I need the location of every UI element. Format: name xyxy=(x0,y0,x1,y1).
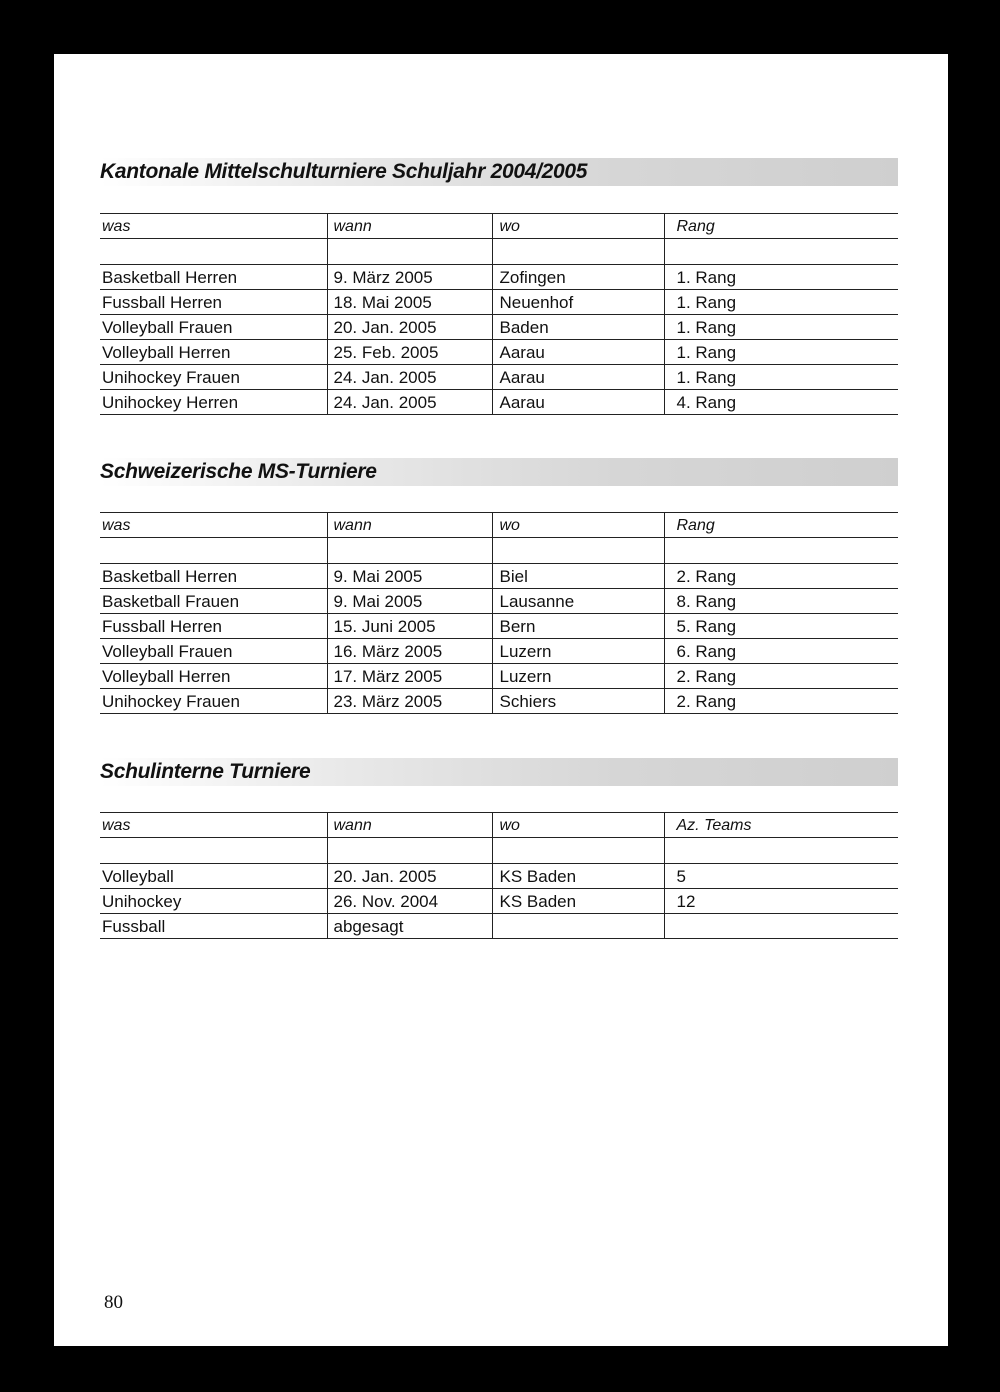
page-number: 80 xyxy=(104,1292,123,1313)
table-row xyxy=(100,390,898,415)
cell-was: Unihockey Frauen xyxy=(100,365,327,390)
blank-row xyxy=(100,538,898,564)
cell-was: Volleyball Frauen xyxy=(100,315,327,340)
cell-wo: Baden xyxy=(492,315,664,340)
blank-row xyxy=(100,838,898,864)
results-table xyxy=(100,213,898,415)
table-row xyxy=(100,639,898,664)
section-title-band xyxy=(100,158,898,186)
cell-wann: 9. Mai 2005 xyxy=(327,564,492,589)
column-header-was: was xyxy=(100,513,327,538)
cell-wann: 20. Jan. 2005 xyxy=(327,864,492,889)
cell-wo: KS Baden xyxy=(492,864,664,889)
column-header-was: was xyxy=(100,214,327,239)
section-schweizerische xyxy=(100,458,898,711)
cell-wo: Aarau xyxy=(492,340,664,365)
cell-rang: 1. Rang xyxy=(664,265,898,290)
cell-rang: 2. Rang xyxy=(664,689,898,714)
cell-teams xyxy=(664,914,898,939)
cell-wann: 17. März 2005 xyxy=(327,664,492,689)
cell-wo: Lausanne xyxy=(492,589,664,614)
cell-rang: 6. Rang xyxy=(664,639,898,664)
cell-wo: Schiers xyxy=(492,689,664,714)
cell-was: Fussball Herren xyxy=(100,290,327,315)
cell-wo xyxy=(492,914,664,939)
cell-wann: 16. März 2005 xyxy=(327,639,492,664)
results-table xyxy=(100,512,898,714)
column-header-wo: wo xyxy=(492,214,664,239)
cell-was: Volleyball Herren xyxy=(100,664,327,689)
cell-was: Basketball Frauen xyxy=(100,589,327,614)
header-row xyxy=(100,513,898,538)
column-header-rang: Rang xyxy=(664,214,898,239)
cell-wann: 24. Jan. 2005 xyxy=(327,390,492,415)
document-page xyxy=(54,54,948,1346)
cell-was: Fussball xyxy=(100,914,327,939)
cell-wann: 9. März 2005 xyxy=(327,265,492,290)
table-row xyxy=(100,914,898,939)
cell-was: Unihockey Frauen xyxy=(100,689,327,714)
table-row xyxy=(100,340,898,365)
cell-wo: Aarau xyxy=(492,365,664,390)
cell-was: Basketball Herren xyxy=(100,265,327,290)
cell-was: Basketball Herren xyxy=(100,564,327,589)
table-row xyxy=(100,290,898,315)
cell-wann: 24. Jan. 2005 xyxy=(327,365,492,390)
cell-wo: Zofingen xyxy=(492,265,664,290)
table-row xyxy=(100,315,898,340)
cell-wann: abgesagt xyxy=(327,914,492,939)
cell-was: Unihockey Herren xyxy=(100,390,327,415)
cell-was: Volleyball Frauen xyxy=(100,639,327,664)
cell-wo: Luzern xyxy=(492,664,664,689)
table-row xyxy=(100,614,898,639)
section-title-band xyxy=(100,758,898,786)
cell-was: Volleyball xyxy=(100,864,327,889)
cell-wo: Luzern xyxy=(492,639,664,664)
header-row xyxy=(100,813,898,838)
cell-rang: 1. Rang xyxy=(664,365,898,390)
cell-teams: 5 xyxy=(664,864,898,889)
column-header-rang: Rang xyxy=(664,513,898,538)
column-header-was: was xyxy=(100,813,327,838)
column-header-wann: wann xyxy=(327,813,492,838)
cell-teams: 12 xyxy=(664,889,898,914)
cell-rang: 1. Rang xyxy=(664,315,898,340)
column-header-wann: wann xyxy=(327,214,492,239)
table-row xyxy=(100,365,898,390)
cell-rang: 4. Rang xyxy=(664,390,898,415)
cell-was: Volleyball Herren xyxy=(100,340,327,365)
cell-wann: 9. Mai 2005 xyxy=(327,589,492,614)
table-row xyxy=(100,564,898,589)
cell-rang: 1. Rang xyxy=(664,290,898,315)
cell-rang: 2. Rang xyxy=(664,564,898,589)
column-header-wo: wo xyxy=(492,813,664,838)
section-title: Kantonale Mittelschulturniere Schuljahr 2004/2005 xyxy=(100,160,588,183)
cell-rang: 1. Rang xyxy=(664,340,898,365)
section-title-band xyxy=(100,458,898,486)
cell-wo: Bern xyxy=(492,614,664,639)
cell-wo: KS Baden xyxy=(492,889,664,914)
header-row xyxy=(100,214,898,239)
table-row xyxy=(100,689,898,714)
cell-was: Fussball Herren xyxy=(100,614,327,639)
table-row xyxy=(100,664,898,689)
section-schulinterne xyxy=(100,758,898,936)
section-title: Schweizerische MS-Turniere xyxy=(100,460,377,483)
cell-was: Unihockey xyxy=(100,889,327,914)
cell-wann: 25. Feb. 2005 xyxy=(327,340,492,365)
cell-rang: 8. Rang xyxy=(664,589,898,614)
cell-wo: Aarau xyxy=(492,390,664,415)
table-row xyxy=(100,864,898,889)
cell-wann: 15. Juni 2005 xyxy=(327,614,492,639)
column-header-wann: wann xyxy=(327,513,492,538)
cell-wo: Biel xyxy=(492,564,664,589)
table-row xyxy=(100,589,898,614)
section-kantonale xyxy=(100,158,898,412)
table-row xyxy=(100,265,898,290)
cell-rang: 5. Rang xyxy=(664,614,898,639)
cell-wann: 20. Jan. 2005 xyxy=(327,315,492,340)
cell-wo: Neuenhof xyxy=(492,290,664,315)
blank-row xyxy=(100,239,898,265)
results-table xyxy=(100,812,898,939)
column-header-wo: wo xyxy=(492,513,664,538)
table-row xyxy=(100,889,898,914)
column-header-teams: Az. Teams xyxy=(664,813,898,838)
section-title: Schulinterne Turniere xyxy=(100,760,311,783)
cell-wann: 18. Mai 2005 xyxy=(327,290,492,315)
cell-rang: 2. Rang xyxy=(664,664,898,689)
cell-wann: 23. März 2005 xyxy=(327,689,492,714)
cell-wann: 26. Nov. 2004 xyxy=(327,889,492,914)
